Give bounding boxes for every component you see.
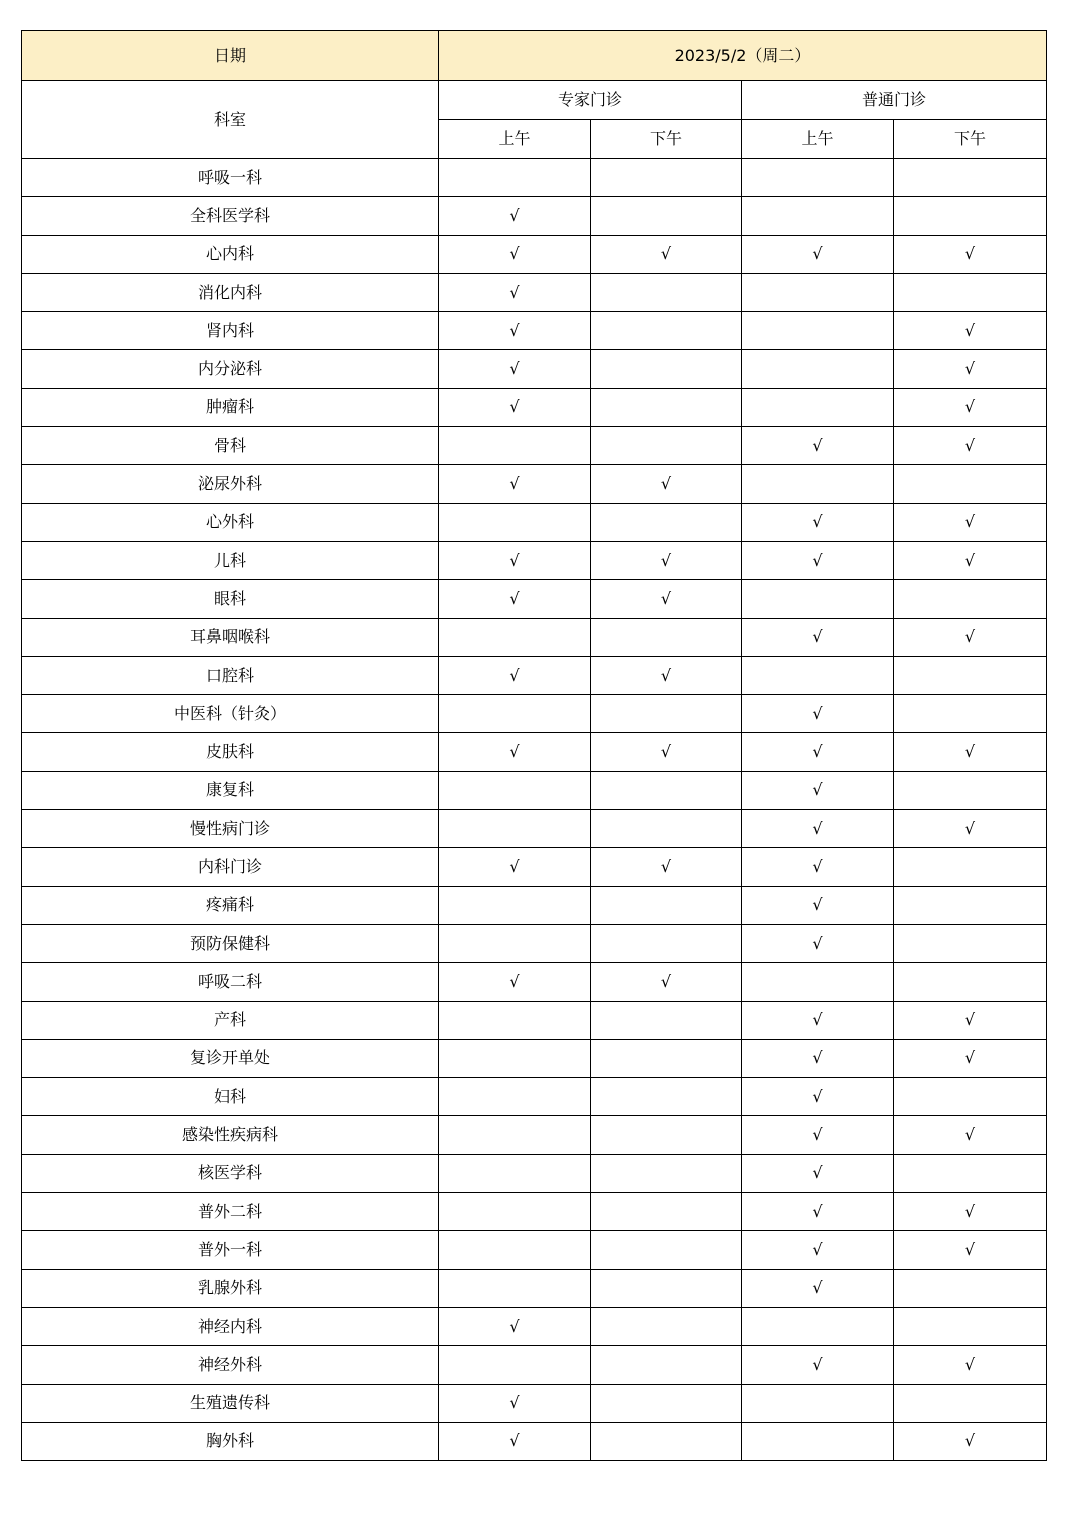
general-pm-cell xyxy=(894,1154,1047,1192)
dept-label: 科室 xyxy=(22,81,439,159)
table-row xyxy=(22,1307,1047,1345)
general-am-cell xyxy=(742,1116,894,1154)
check-mark: √ xyxy=(509,244,520,264)
general-pm-cell xyxy=(894,924,1047,962)
expert-pm-cell xyxy=(591,541,742,579)
dept-name: 慢性病门诊 xyxy=(22,810,439,848)
expert-pm-cell xyxy=(591,963,742,1001)
check-mark: √ xyxy=(812,435,823,455)
expert-pm-cell xyxy=(591,273,742,311)
check-mark: √ xyxy=(964,1125,976,1145)
table-row xyxy=(22,427,1047,465)
expert-am-cell xyxy=(439,695,591,733)
expert-am-cell xyxy=(439,771,591,809)
general-am-cell xyxy=(742,848,894,886)
expert-am-cell xyxy=(439,465,591,503)
general-am-cell xyxy=(742,924,894,962)
table-row xyxy=(22,580,1047,618)
expert-pm-cell xyxy=(591,1384,742,1422)
general-pm-cell xyxy=(894,541,1047,579)
expert-pm-cell xyxy=(591,886,742,924)
general-pm-cell xyxy=(894,810,1047,848)
dept-name: 眼科 xyxy=(22,580,439,618)
dept-name: 口腔科 xyxy=(22,656,439,694)
check-mark: √ xyxy=(812,1048,823,1068)
check-mark: √ xyxy=(812,627,823,647)
table-row xyxy=(22,273,1047,311)
check-mark: √ xyxy=(509,971,520,991)
check-mark: √ xyxy=(812,818,823,838)
check-mark: √ xyxy=(509,742,520,762)
date-value: 2023/5/2（周二） xyxy=(439,31,1047,81)
check-mark: √ xyxy=(812,933,823,953)
expert-pm-cell xyxy=(591,503,742,541)
expert-pm-cell xyxy=(591,465,742,503)
general-pm-cell xyxy=(894,159,1047,197)
general-pm-cell xyxy=(894,1346,1047,1384)
expert-pm-cell xyxy=(591,350,742,388)
dept-name: 骨科 xyxy=(22,427,439,465)
expert-pm-cell xyxy=(591,1346,742,1384)
general-am-cell xyxy=(742,771,894,809)
check-mark: √ xyxy=(812,512,823,532)
check-mark: √ xyxy=(812,1125,823,1145)
check-mark: √ xyxy=(964,1048,976,1068)
dept-name: 心外科 xyxy=(22,503,439,541)
general-am-cell xyxy=(742,273,894,311)
check-mark: √ xyxy=(812,895,823,915)
general-pm-cell xyxy=(894,1307,1047,1345)
check-mark: √ xyxy=(964,1354,976,1374)
check-mark: √ xyxy=(509,665,520,685)
check-mark: √ xyxy=(509,1393,520,1413)
check-mark: √ xyxy=(812,856,823,876)
expert-am-cell xyxy=(439,503,591,541)
dept-name: 皮肤科 xyxy=(22,733,439,771)
check-mark: √ xyxy=(964,627,976,647)
expert-pm-cell xyxy=(591,1154,742,1192)
check-mark: √ xyxy=(812,1201,823,1221)
general-am-cell xyxy=(742,427,894,465)
check-mark: √ xyxy=(964,818,976,838)
check-mark: √ xyxy=(964,359,976,379)
general-am-cell xyxy=(742,1193,894,1231)
dept-name: 耳鼻咽喉科 xyxy=(22,618,439,656)
general-am-cell xyxy=(742,159,894,197)
check-mark: √ xyxy=(812,244,823,264)
check-mark: √ xyxy=(964,512,976,532)
expert-pm-cell xyxy=(591,771,742,809)
expert-am-cell xyxy=(439,963,591,1001)
expert-pm-cell xyxy=(591,235,742,273)
general-pm-cell xyxy=(894,197,1047,235)
expert-am-cell xyxy=(439,580,591,618)
expert-am-cell xyxy=(439,1346,591,1384)
dept-name: 胸外科 xyxy=(22,1422,439,1460)
expert-pm-cell xyxy=(591,924,742,962)
general-pm-cell xyxy=(894,503,1047,541)
check-mark: √ xyxy=(509,856,520,876)
general-clinic-label: 普通门诊 xyxy=(742,81,1047,120)
expert-pm-cell xyxy=(591,810,742,848)
expert-am-cell xyxy=(439,235,591,273)
check-mark: √ xyxy=(964,550,976,570)
date-label: 日期 xyxy=(22,31,439,81)
check-mark: √ xyxy=(509,397,520,417)
general-am-cell xyxy=(742,580,894,618)
dept-name: 中医科（针灸） xyxy=(22,695,439,733)
expert-pm-cell xyxy=(591,1193,742,1231)
check-mark: √ xyxy=(964,1201,976,1221)
dept-name: 内分泌科 xyxy=(22,350,439,388)
expert-pm-cell xyxy=(591,656,742,694)
expert-pm-cell xyxy=(591,1039,742,1077)
dept-name: 感染性疾病科 xyxy=(22,1116,439,1154)
dept-name: 产科 xyxy=(22,1001,439,1039)
expert-pm-cell xyxy=(591,1269,742,1307)
dept-name: 核医学科 xyxy=(22,1154,439,1192)
general-pm-cell xyxy=(894,656,1047,694)
expert-am-cell xyxy=(439,618,591,656)
table-row xyxy=(22,465,1047,503)
general-pm-cell xyxy=(894,1422,1047,1460)
dept-name: 呼吸二科 xyxy=(22,963,439,1001)
expert-am-cell xyxy=(439,810,591,848)
table-row xyxy=(22,503,1047,541)
general-pm-cell xyxy=(894,733,1047,771)
expert-pm-cell xyxy=(591,1116,742,1154)
expert-am-cell xyxy=(439,427,591,465)
dept-name: 全科医学科 xyxy=(22,197,439,235)
general-pm-cell xyxy=(894,963,1047,1001)
general-am-cell xyxy=(742,1078,894,1116)
expert-pm-cell xyxy=(591,580,742,618)
general-am-cell xyxy=(742,235,894,273)
schedule-table xyxy=(21,30,1047,1461)
table-row xyxy=(22,848,1047,886)
expert-pm-cell xyxy=(591,1078,742,1116)
expert-pm-cell xyxy=(591,733,742,771)
dept-name: 消化内科 xyxy=(22,273,439,311)
general-am-cell xyxy=(742,810,894,848)
check-mark: √ xyxy=(812,1086,823,1106)
general-am-cell xyxy=(742,197,894,235)
table-row xyxy=(22,695,1047,733)
check-mark: √ xyxy=(660,244,672,264)
check-mark: √ xyxy=(812,780,823,800)
check-mark: √ xyxy=(509,320,520,340)
check-mark: √ xyxy=(660,665,672,685)
expert-pm-cell xyxy=(591,618,742,656)
check-mark: √ xyxy=(964,1431,976,1451)
general-am-cell xyxy=(742,541,894,579)
dept-name: 神经内科 xyxy=(22,1307,439,1345)
general-am-cell xyxy=(742,503,894,541)
table-row xyxy=(22,1269,1047,1307)
dept-name: 乳腺外科 xyxy=(22,1269,439,1307)
dept-name: 复诊开单处 xyxy=(22,1039,439,1077)
general-pm-cell xyxy=(894,465,1047,503)
expert-pm-cell xyxy=(591,1307,742,1345)
expert-am-cell xyxy=(439,159,591,197)
dept-name: 儿科 xyxy=(22,541,439,579)
check-mark: √ xyxy=(660,742,672,762)
general-pm-cell xyxy=(894,350,1047,388)
expert-am-cell xyxy=(439,656,591,694)
general-pm-cell xyxy=(894,1116,1047,1154)
table-row xyxy=(22,388,1047,426)
general-pm-cell xyxy=(894,1001,1047,1039)
dept-name: 疼痛科 xyxy=(22,886,439,924)
check-mark: √ xyxy=(812,1278,823,1298)
expert-am-cell xyxy=(439,1039,591,1077)
general-pm-cell xyxy=(894,1384,1047,1422)
check-mark: √ xyxy=(812,1354,823,1374)
expert-am-cell xyxy=(439,541,591,579)
general-pm-cell xyxy=(894,580,1047,618)
table-row xyxy=(22,541,1047,579)
general-am-cell xyxy=(742,1001,894,1039)
general-pm-cell xyxy=(894,388,1047,426)
table-row xyxy=(22,1384,1047,1422)
table-row xyxy=(22,1078,1047,1116)
general-pm-cell xyxy=(894,695,1047,733)
dept-name: 神经外科 xyxy=(22,1346,439,1384)
check-mark: √ xyxy=(964,435,976,455)
dept-name: 康复科 xyxy=(22,771,439,809)
general-am-cell xyxy=(742,656,894,694)
expert-am-cell xyxy=(439,350,591,388)
check-mark: √ xyxy=(812,1163,823,1183)
general-pm-cell xyxy=(894,771,1047,809)
table-row xyxy=(22,1001,1047,1039)
general-am-cell xyxy=(742,1384,894,1422)
check-mark: √ xyxy=(964,1239,976,1259)
general-am-cell xyxy=(742,1422,894,1460)
check-mark: √ xyxy=(964,397,976,417)
check-mark: √ xyxy=(964,244,976,264)
general-pm-cell xyxy=(894,427,1047,465)
expert-pm-cell xyxy=(591,312,742,350)
table-row xyxy=(22,771,1047,809)
expert-am-cell xyxy=(439,1307,591,1345)
table-row xyxy=(22,1039,1047,1077)
expert-am-cell xyxy=(439,1154,591,1192)
dept-name: 肿瘤科 xyxy=(22,388,439,426)
check-mark: √ xyxy=(509,282,520,302)
check-mark: √ xyxy=(812,742,823,762)
expert-am-cell xyxy=(439,733,591,771)
table-row xyxy=(22,963,1047,1001)
check-mark: √ xyxy=(812,550,823,570)
check-mark: √ xyxy=(812,1010,823,1030)
table-row xyxy=(22,733,1047,771)
check-mark: √ xyxy=(509,550,520,570)
expert-am-cell xyxy=(439,197,591,235)
general-am-cell xyxy=(742,733,894,771)
table-row xyxy=(22,1193,1047,1231)
general-pm-label: 下午 xyxy=(894,120,1047,159)
expert-pm-cell xyxy=(591,1231,742,1269)
check-mark: √ xyxy=(964,1010,976,1030)
general-am-cell xyxy=(742,963,894,1001)
table-row xyxy=(22,656,1047,694)
clinic-type-row xyxy=(22,81,1047,120)
expert-pm-cell xyxy=(591,388,742,426)
check-mark: √ xyxy=(660,474,672,494)
dept-name: 呼吸一科 xyxy=(22,159,439,197)
general-am-cell xyxy=(742,618,894,656)
general-pm-cell xyxy=(894,312,1047,350)
general-am-cell xyxy=(742,465,894,503)
expert-am-cell xyxy=(439,388,591,426)
header-row xyxy=(22,31,1047,81)
general-pm-cell xyxy=(894,273,1047,311)
general-am-cell xyxy=(742,312,894,350)
expert-am-cell xyxy=(439,1193,591,1231)
general-am-cell xyxy=(742,695,894,733)
dept-name: 妇科 xyxy=(22,1078,439,1116)
dept-name: 普外一科 xyxy=(22,1231,439,1269)
dept-name: 泌尿外科 xyxy=(22,465,439,503)
table-row xyxy=(22,1231,1047,1269)
expert-am-cell xyxy=(439,1422,591,1460)
check-mark: √ xyxy=(509,205,520,225)
general-am-label: 上午 xyxy=(742,120,894,159)
general-am-cell xyxy=(742,1307,894,1345)
general-pm-cell xyxy=(894,886,1047,924)
general-pm-cell xyxy=(894,618,1047,656)
check-mark: √ xyxy=(660,588,672,608)
table-row xyxy=(22,197,1047,235)
expert-am-cell xyxy=(439,1384,591,1422)
general-pm-cell xyxy=(894,1193,1047,1231)
check-mark: √ xyxy=(509,1431,520,1451)
table-row xyxy=(22,886,1047,924)
check-mark: √ xyxy=(812,1239,823,1259)
check-mark: √ xyxy=(964,742,976,762)
check-mark: √ xyxy=(509,588,520,608)
check-mark: √ xyxy=(509,1316,520,1336)
check-mark: √ xyxy=(509,359,520,379)
expert-pm-cell xyxy=(591,197,742,235)
check-mark: √ xyxy=(509,474,520,494)
general-pm-cell xyxy=(894,235,1047,273)
general-pm-cell xyxy=(894,1039,1047,1077)
expert-pm-cell xyxy=(591,427,742,465)
expert-am-cell xyxy=(439,924,591,962)
general-am-cell xyxy=(742,388,894,426)
table-row xyxy=(22,1116,1047,1154)
expert-pm-label: 下午 xyxy=(591,120,742,159)
dept-name: 普外二科 xyxy=(22,1193,439,1231)
general-am-cell xyxy=(742,350,894,388)
expert-am-cell xyxy=(439,1231,591,1269)
dept-name: 内科门诊 xyxy=(22,848,439,886)
general-am-cell xyxy=(742,886,894,924)
check-mark: √ xyxy=(660,971,672,991)
expert-am-cell xyxy=(439,1078,591,1116)
expert-am-label: 上午 xyxy=(439,120,591,159)
dept-name: 心内科 xyxy=(22,235,439,273)
expert-am-cell xyxy=(439,886,591,924)
expert-pm-cell xyxy=(591,159,742,197)
general-am-cell xyxy=(742,1231,894,1269)
expert-pm-cell xyxy=(591,1422,742,1460)
table-row xyxy=(22,924,1047,962)
table-row xyxy=(22,1346,1047,1384)
expert-am-cell xyxy=(439,1269,591,1307)
expert-am-cell xyxy=(439,848,591,886)
table-row xyxy=(22,350,1047,388)
general-am-cell xyxy=(742,1039,894,1077)
expert-clinic-label: 专家门诊 xyxy=(439,81,742,120)
expert-pm-cell xyxy=(591,1001,742,1039)
table-row xyxy=(22,810,1047,848)
table-row xyxy=(22,159,1047,197)
expert-pm-cell xyxy=(591,695,742,733)
table-row xyxy=(22,1154,1047,1192)
general-am-cell xyxy=(742,1154,894,1192)
dept-name: 预防保健科 xyxy=(22,924,439,962)
general-pm-cell xyxy=(894,1078,1047,1116)
general-pm-cell xyxy=(894,848,1047,886)
general-am-cell xyxy=(742,1269,894,1307)
expert-am-cell xyxy=(439,1001,591,1039)
check-mark: √ xyxy=(964,320,976,340)
table-row xyxy=(22,235,1047,273)
expert-pm-cell xyxy=(591,848,742,886)
dept-name: 肾内科 xyxy=(22,312,439,350)
expert-am-cell xyxy=(439,312,591,350)
table-row xyxy=(22,312,1047,350)
table-row xyxy=(22,1422,1047,1460)
general-am-cell xyxy=(742,1346,894,1384)
expert-am-cell xyxy=(439,273,591,311)
expert-am-cell xyxy=(439,1116,591,1154)
check-mark: √ xyxy=(660,856,672,876)
dept-name: 生殖遗传科 xyxy=(22,1384,439,1422)
check-mark: √ xyxy=(660,550,672,570)
table-row xyxy=(22,618,1047,656)
general-pm-cell xyxy=(894,1231,1047,1269)
general-pm-cell xyxy=(894,1269,1047,1307)
check-mark: √ xyxy=(812,703,823,723)
